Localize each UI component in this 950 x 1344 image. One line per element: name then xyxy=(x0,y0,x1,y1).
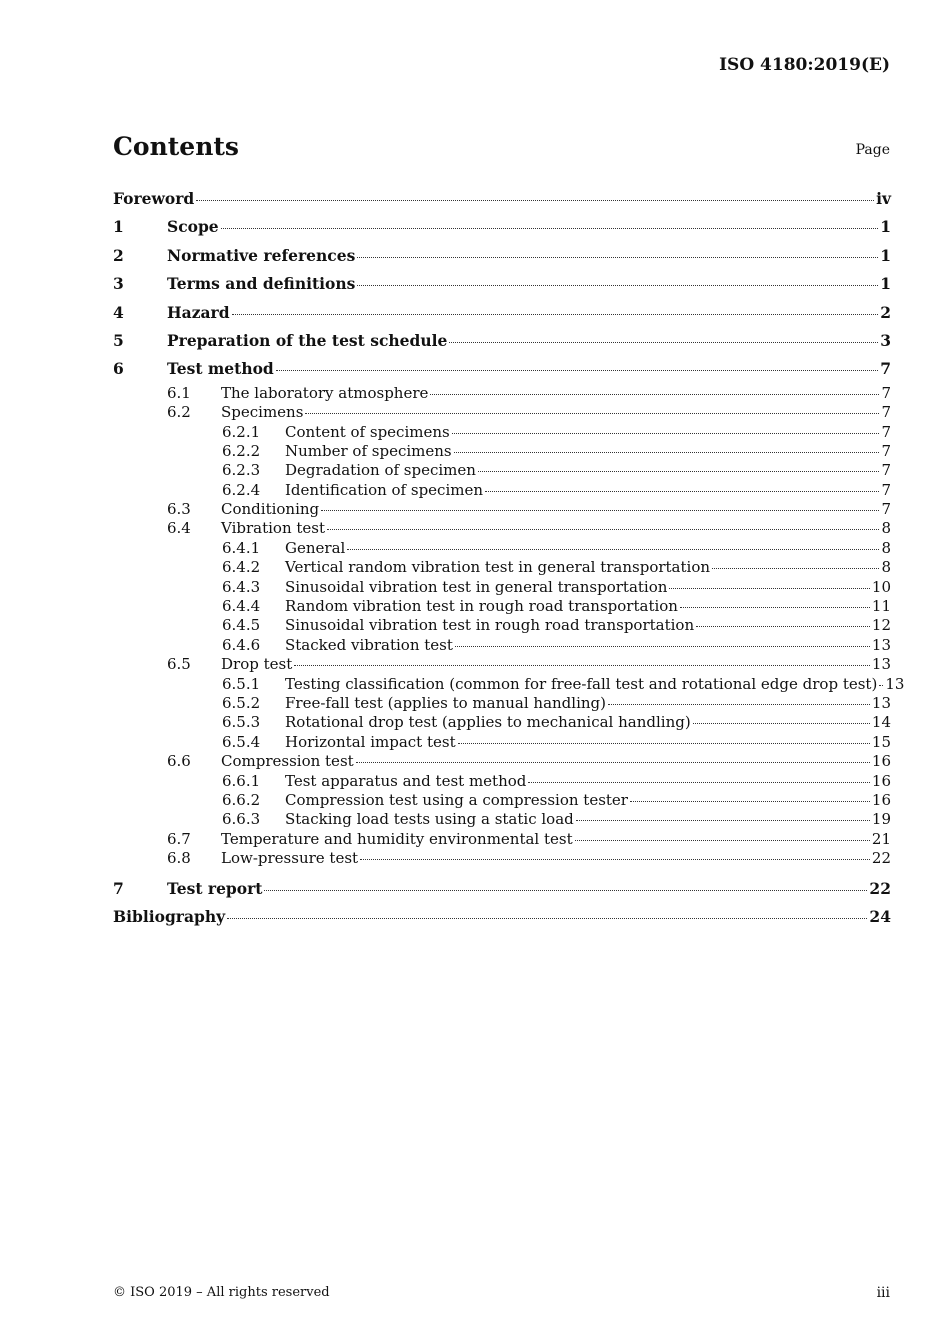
toc-entry-title: Degradation of specimen xyxy=(285,461,476,480)
toc-entry-page: 2 xyxy=(880,302,891,322)
toc-entry-page: 13 xyxy=(871,635,891,654)
dot-leader xyxy=(630,801,870,802)
dot-leader xyxy=(455,646,870,647)
toc-entry-page: iv xyxy=(876,189,891,208)
toc-entry-number: 6.5.1 xyxy=(222,674,261,693)
toc-entry-title: Number of specimens xyxy=(285,441,452,460)
dot-leader xyxy=(449,342,878,343)
toc-entry[interactable] xyxy=(113,875,891,903)
dot-leader xyxy=(693,723,870,724)
toc-entry-number: 6.5.4 xyxy=(222,732,261,751)
toc-entry-page: 16 xyxy=(871,752,891,771)
toc-entry-title: Horizontal impact test xyxy=(285,732,456,751)
toc-entry-title: Vibration test xyxy=(221,519,325,538)
toc-entry-page: 1 xyxy=(880,274,891,294)
toc-entry-number: 6.2.3 xyxy=(222,461,261,480)
toc-entry[interactable] xyxy=(113,270,891,298)
dot-leader xyxy=(879,685,883,686)
toc-entry-page: 24 xyxy=(869,906,891,926)
dot-leader xyxy=(276,370,878,371)
toc-entry-page: 7 xyxy=(881,422,891,441)
toc-entry-title: Temperature and humidity environmental test xyxy=(221,829,573,848)
toc-entry-title: Vertical random vibration test in general transportation xyxy=(285,558,711,577)
dot-leader xyxy=(196,200,874,201)
toc-entry[interactable] xyxy=(113,636,891,655)
toc-entry-page: 10 xyxy=(871,577,891,596)
toc-entry[interactable] xyxy=(113,384,891,403)
toc-entry-title: Content of specimens xyxy=(285,422,450,441)
toc-entry-number: 6.4.3 xyxy=(222,577,261,596)
toc-entry-number: 6.6.2 xyxy=(222,790,261,809)
toc-entry-number: 7 xyxy=(113,878,124,898)
dot-leader xyxy=(305,413,879,414)
toc-entry-number: 6.7 xyxy=(167,829,191,848)
toc-entry-page: 16 xyxy=(871,790,891,809)
toc-entry-title: Rotational drop test (applies to mechanical handling) xyxy=(285,713,691,732)
toc-entry[interactable] xyxy=(113,539,891,558)
toc-entry-number: 6.2 xyxy=(167,403,191,422)
toc-entry[interactable] xyxy=(113,597,891,616)
toc-entry[interactable] xyxy=(113,578,891,597)
document-id: ISO 4180:2019(E) xyxy=(719,55,890,75)
toc-entry-number: 6.1 xyxy=(167,383,191,402)
toc-entry-page: 7 xyxy=(881,403,891,422)
toc-entry-page: 22 xyxy=(871,849,891,868)
toc-entry-title: Preparation of the test schedule xyxy=(167,330,448,350)
toc-entry-title: Testing classification (common for free-fall test and rotational edge drop test) xyxy=(285,674,878,693)
toc-entry-title: Stacking load tests using a static load xyxy=(285,810,574,829)
dot-leader xyxy=(608,704,870,705)
toc-entry[interactable] xyxy=(113,442,891,461)
toc-entry-title: Random vibration test in rough road transportation xyxy=(285,597,678,616)
toc-entry-title: Compression test xyxy=(221,752,354,771)
toc-entry-number: 6.5 xyxy=(167,655,191,674)
toc-entry-page: 16 xyxy=(871,771,891,790)
page-number: iii xyxy=(876,1285,890,1301)
toc-entry-page: 8 xyxy=(881,538,891,557)
toc-entry[interactable] xyxy=(113,327,891,355)
toc-entry[interactable] xyxy=(113,299,891,327)
toc-entry-number: 6.4.1 xyxy=(222,538,261,557)
toc-entry-number: 3 xyxy=(113,274,124,294)
toc-entry-page: 11 xyxy=(871,597,891,616)
contents-heading: Contents xyxy=(113,132,240,161)
toc-entry[interactable] xyxy=(113,713,891,732)
toc-entry-page: 7 xyxy=(881,441,891,460)
toc-entry[interactable] xyxy=(113,403,891,422)
toc-entry-title: Drop test xyxy=(221,655,293,674)
toc-entry-title: Test report xyxy=(167,878,263,898)
toc-entry[interactable] xyxy=(113,481,891,500)
toc-entry-number: 6.2.4 xyxy=(222,480,261,499)
toc-entry-page: 7 xyxy=(881,461,891,480)
dot-leader xyxy=(232,314,879,315)
dot-leader xyxy=(712,568,879,569)
toc-entry-title: Terms and definitions xyxy=(167,274,356,294)
toc-entry-title: Identification of specimen xyxy=(285,480,484,499)
toc-entry-number: 6.6 xyxy=(167,752,191,771)
toc-entry[interactable] xyxy=(113,242,891,270)
toc-entry-title: Specimens xyxy=(221,403,304,422)
dot-leader xyxy=(430,394,879,395)
dot-leader xyxy=(669,588,869,589)
toc-entry-title: Bibliography xyxy=(113,906,226,926)
dot-leader xyxy=(357,285,878,286)
dot-leader xyxy=(576,820,870,821)
toc-entry-number: 6.5.2 xyxy=(222,693,261,712)
toc-entry[interactable] xyxy=(113,810,891,829)
toc-entry-page: 19 xyxy=(871,810,891,829)
toc-entry-page: 7 xyxy=(881,500,891,519)
toc-entry-title: Foreword xyxy=(113,189,195,208)
toc-entry[interactable] xyxy=(113,903,891,931)
toc-entry-number: 6.4.2 xyxy=(222,558,261,577)
toc-entry-page: 15 xyxy=(871,732,891,751)
toc-entry-page: 14 xyxy=(871,713,891,732)
toc-entry-number: 6.8 xyxy=(167,849,191,868)
toc-entry-page: 1 xyxy=(880,217,891,237)
toc-entry-title: Free-fall test (applies to manual handling) xyxy=(285,693,606,712)
toc-entry[interactable] xyxy=(113,461,891,480)
toc-entry-number: 6.4.4 xyxy=(222,597,261,616)
toc-entry-number: 6.5.3 xyxy=(222,713,261,732)
dot-leader xyxy=(227,918,867,919)
toc-entry[interactable] xyxy=(113,752,891,771)
toc-entry[interactable] xyxy=(113,733,891,752)
toc-entry[interactable] xyxy=(113,185,891,213)
dot-leader xyxy=(454,452,880,453)
dot-leader xyxy=(356,762,870,763)
toc-entry-page: 13 xyxy=(885,674,905,693)
dot-leader xyxy=(360,859,870,860)
toc-entry-page: 7 xyxy=(880,359,891,379)
toc-entry-number: 6.6.3 xyxy=(222,810,261,829)
dot-leader xyxy=(452,433,880,434)
toc-entry-page: 7 xyxy=(881,383,891,402)
toc-entry-title: Test method xyxy=(167,359,274,379)
toc-entry-title: Compression test using a compression tester xyxy=(285,790,628,809)
toc-entry-title: General xyxy=(285,538,346,557)
toc-entry[interactable] xyxy=(113,849,891,868)
toc-entry[interactable] xyxy=(113,423,891,442)
toc-entry-page: 21 xyxy=(871,829,891,848)
table-of-contents xyxy=(113,185,905,931)
dot-leader xyxy=(221,228,879,229)
dot-leader xyxy=(478,471,880,472)
toc-entry[interactable] xyxy=(113,558,891,577)
toc-entry-number: 6.3 xyxy=(167,500,191,519)
dot-leader xyxy=(321,510,879,511)
dot-leader xyxy=(458,743,870,744)
toc-entry-page: 12 xyxy=(871,616,891,635)
dot-leader xyxy=(294,665,870,666)
toc-entry[interactable] xyxy=(113,355,891,383)
toc-entry-title: The laboratory atmosphere xyxy=(221,383,429,402)
toc-entry-number: 6 xyxy=(113,359,124,379)
toc-entry[interactable] xyxy=(113,655,891,674)
toc-entry-number: 6.2.1 xyxy=(222,422,261,441)
toc-entry-page: 22 xyxy=(869,878,891,898)
dot-leader xyxy=(357,257,878,258)
toc-entry[interactable] xyxy=(113,830,891,849)
toc-entry-title: Low-pressure test xyxy=(221,849,359,868)
toc-entry-page: 7 xyxy=(881,480,891,499)
copyright-footer: © ISO 2019 – All rights reserved xyxy=(113,1285,330,1300)
dot-leader xyxy=(347,549,879,550)
toc-entry-number: 6.4.6 xyxy=(222,635,261,654)
toc-entry-page: 3 xyxy=(880,330,891,350)
toc-entry-number: 6.6.1 xyxy=(222,771,261,790)
toc-entry-title: Test apparatus and test method xyxy=(285,771,527,790)
toc-entry-number: 4 xyxy=(113,302,124,322)
toc-entry-page: 8 xyxy=(881,558,891,577)
toc-entry[interactable] xyxy=(113,791,891,810)
toc-entry[interactable] xyxy=(113,674,905,694)
toc-entry-number: 5 xyxy=(113,330,124,350)
toc-entry-title: Sinusoidal vibration test in rough road transportation xyxy=(285,616,695,635)
toc-entry[interactable] xyxy=(113,213,891,241)
toc-entry[interactable] xyxy=(113,772,891,791)
toc-entry-title: Sinusoidal vibration test in general transportation xyxy=(285,577,668,596)
toc-entry-number: 6.4.5 xyxy=(222,616,261,635)
toc-entry-number: 1 xyxy=(113,217,124,237)
toc-entry-page: 13 xyxy=(871,693,891,712)
dot-leader xyxy=(485,491,879,492)
toc-entry-number: 6.2.2 xyxy=(222,441,261,460)
toc-entry-title: Hazard xyxy=(167,302,230,322)
toc-entry-title: Conditioning xyxy=(221,500,320,519)
toc-entry-title: Normative references xyxy=(167,245,356,265)
dot-leader xyxy=(264,890,867,891)
dot-leader xyxy=(575,840,870,841)
toc-entry-title: Stacked vibration test xyxy=(285,635,453,654)
toc-entry-title: Scope xyxy=(167,217,219,237)
toc-entry-page: 13 xyxy=(871,655,891,674)
toc-entry[interactable] xyxy=(113,616,891,635)
toc-entry[interactable] xyxy=(113,519,891,538)
dot-leader xyxy=(327,529,879,530)
toc-entry-number: 2 xyxy=(113,245,124,265)
dot-leader xyxy=(680,607,870,608)
dot-leader xyxy=(528,782,870,783)
page-column-label: Page xyxy=(855,142,890,158)
toc-entry[interactable] xyxy=(113,500,891,519)
dot-leader xyxy=(696,626,870,627)
toc-entry[interactable] xyxy=(113,694,891,713)
toc-entry-number: 6.4 xyxy=(167,519,191,538)
toc-entry-page: 8 xyxy=(881,519,891,538)
toc-entry-page: 1 xyxy=(880,245,891,265)
